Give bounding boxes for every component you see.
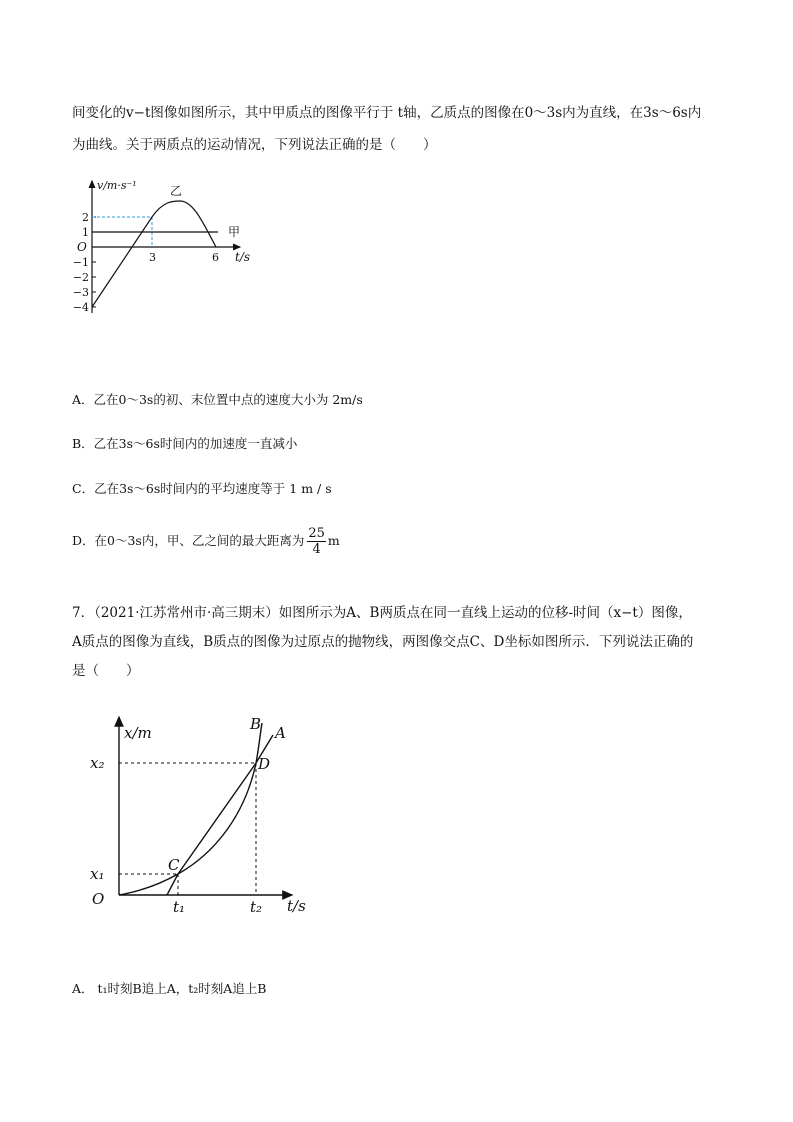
xt-point-c: C <box>168 856 180 874</box>
xt-x2: x₂ <box>90 754 105 772</box>
vt-xtick-6: 6 <box>212 251 219 264</box>
xt-t1: t₁ <box>173 898 186 916</box>
fraction-numerator: 25 <box>308 526 325 541</box>
q6-option-d <box>72 526 340 557</box>
vt-ytick-1: 1 <box>82 226 89 239</box>
xt-point-d: D <box>258 755 271 773</box>
q6-option-b: B．乙在3s～6s时间内的加速度一直减小 <box>72 436 298 451</box>
xt-x1: x₁ <box>90 865 105 883</box>
q7-option-a: A． t₁时刻B追上A，t₂时刻A追上B <box>72 981 267 996</box>
q6-option-d-unit: m <box>327 533 340 548</box>
vt-origin: O <box>77 240 87 254</box>
xt-label-b: B <box>250 715 262 733</box>
xt-origin: O <box>92 890 105 908</box>
vt-graph <box>68 175 268 325</box>
q7-stem-line1: 7．（2021·江苏常州市·高三期末）如图所示为A、B两质点在同一直线上运动的位移-时间（x−t）图像， <box>72 605 692 621</box>
vt-xtick-3: 3 <box>149 251 156 264</box>
q6-option-d-fraction <box>307 526 326 557</box>
xt-graph <box>80 705 320 925</box>
q6-stem-line1: 间变化的v−t图像如图所示，其中甲质点的图像平行于 t轴，乙质点的图像在0～3s内为直线，在3s～6s内 <box>72 105 702 121</box>
xt-ylabel: x/m <box>124 724 152 742</box>
xt-t2: t₂ <box>250 898 263 916</box>
q6-option-d-text: D．在0～3s内，甲、乙之间的最大距离为 <box>72 533 305 548</box>
q7-stem-line2: A质点的图像为直线，B质点的图像为过原点的抛物线，两图像交点C、D坐标如图所示．下列说法正确的 <box>72 634 694 650</box>
xt-xlabel: t/s <box>287 897 306 915</box>
fraction-denominator: 4 <box>312 542 321 557</box>
vt-label-jia: 甲 <box>228 225 241 239</box>
vt-xlabel: t/s <box>235 250 251 264</box>
q6-stem-line2: 为曲线。关于两质点的运动情况，下列说法正确的是（ ） <box>72 137 437 153</box>
vt-label-yi: 乙 <box>170 184 183 198</box>
xt-label-a: A <box>275 724 286 742</box>
vt-ytick-m1: −1 <box>72 256 89 269</box>
vt-ytick-m2: −2 <box>72 271 89 284</box>
q7-stem-line3: 是（ ） <box>72 663 140 679</box>
vt-ylabel: v/m·s⁻¹ <box>97 179 137 192</box>
xt-curve-b <box>119 723 262 895</box>
vt-ytick-2: 2 <box>82 211 89 224</box>
q6-option-c: C．乙在3s～6s时间内的平均速度等于 1 m / s <box>72 481 332 496</box>
vt-ytick-m3: −3 <box>72 286 89 299</box>
q6-option-a: A．乙在0～3s的初、末位置中点的速度大小为 2m/s <box>72 392 363 407</box>
vt-ytick-m4: −4 <box>72 301 89 314</box>
